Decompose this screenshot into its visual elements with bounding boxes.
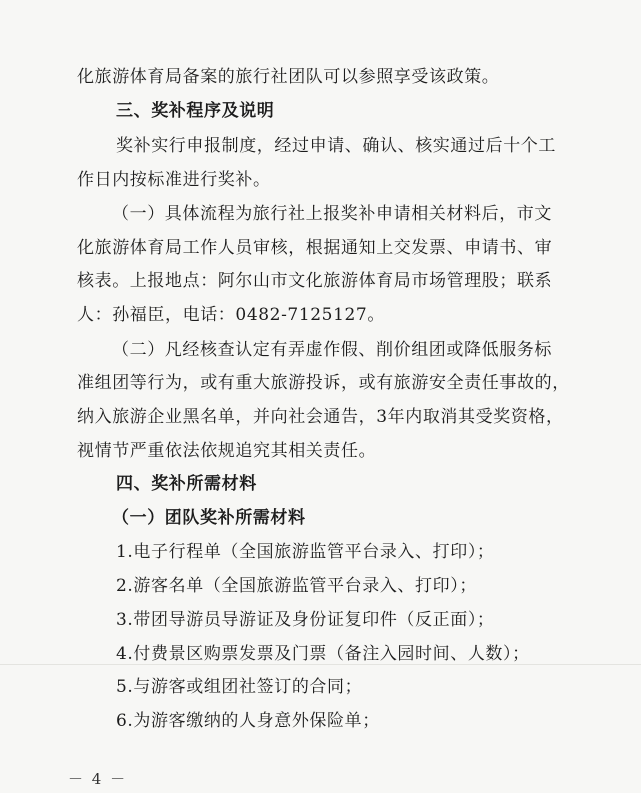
paragraph-line-9: （二）凡经核查认定有弄虚作假、削价组团或降低服务标 [112, 340, 552, 360]
paragraph-line-4: 作日内按标准进行奖补。 [77, 170, 271, 190]
paragraph-line-11: 纳入旅游企业黑名单，并向社会通告，3年内取消其受奖资格， [77, 407, 564, 427]
paragraph-line-7: 核表。上报地点：阿尔山市文化旅游体育局市场管理股；联系 [77, 271, 553, 291]
paragraph-line-8: 人：孙福臣，电话：0482-7125127。 [77, 305, 385, 325]
list-item-1: 1.电子行程单（全国旅游监管平台录入、打印）； [116, 542, 495, 562]
paragraph-line-12: 视情节严重依法依规追究其相关责任。 [77, 441, 377, 461]
paragraph-line-1: 化旅游体育局备案的旅行社团队可以参照享受该政策。 [77, 67, 500, 87]
paragraph-line-5: （一）具体流程为旅行社上报奖补申请相关材料后，市文 [112, 204, 552, 224]
list-item-5: 5.与游客或组团社签订的合同； [116, 677, 363, 697]
list-item-2: 2.游客名单（全国旅游监管平台录入、打印）； [116, 576, 477, 596]
page-number: － 4 － [68, 770, 128, 788]
paragraph-line-10: 准组团等行为，或有重大旅游投诉，或有旅游安全责任事故的， [77, 373, 570, 393]
subsection-heading: （一）团队奖补所需材料 [112, 508, 306, 528]
list-item-6: 6.为游客缴纳的人身意外保险单； [116, 711, 380, 731]
section-heading-3: 三、奖补程序及说明 [116, 101, 275, 121]
list-item-4: 4.付费景区购票发票及门票（备注入园时间、人数）； [116, 644, 530, 664]
section-heading-4: 四、奖补所需材料 [116, 474, 257, 494]
list-item-3: 3.带团导游员导游证及身份证复印件（反正面）； [116, 610, 495, 630]
paragraph-line-6: 化旅游体育局工作人员审核，根据通知上交发票、申请书、审 [77, 238, 553, 258]
divider [0, 664, 641, 665]
paragraph-line-3: 奖补实行申报制度，经过申请、确认、核实通过后十个工 [116, 136, 556, 156]
